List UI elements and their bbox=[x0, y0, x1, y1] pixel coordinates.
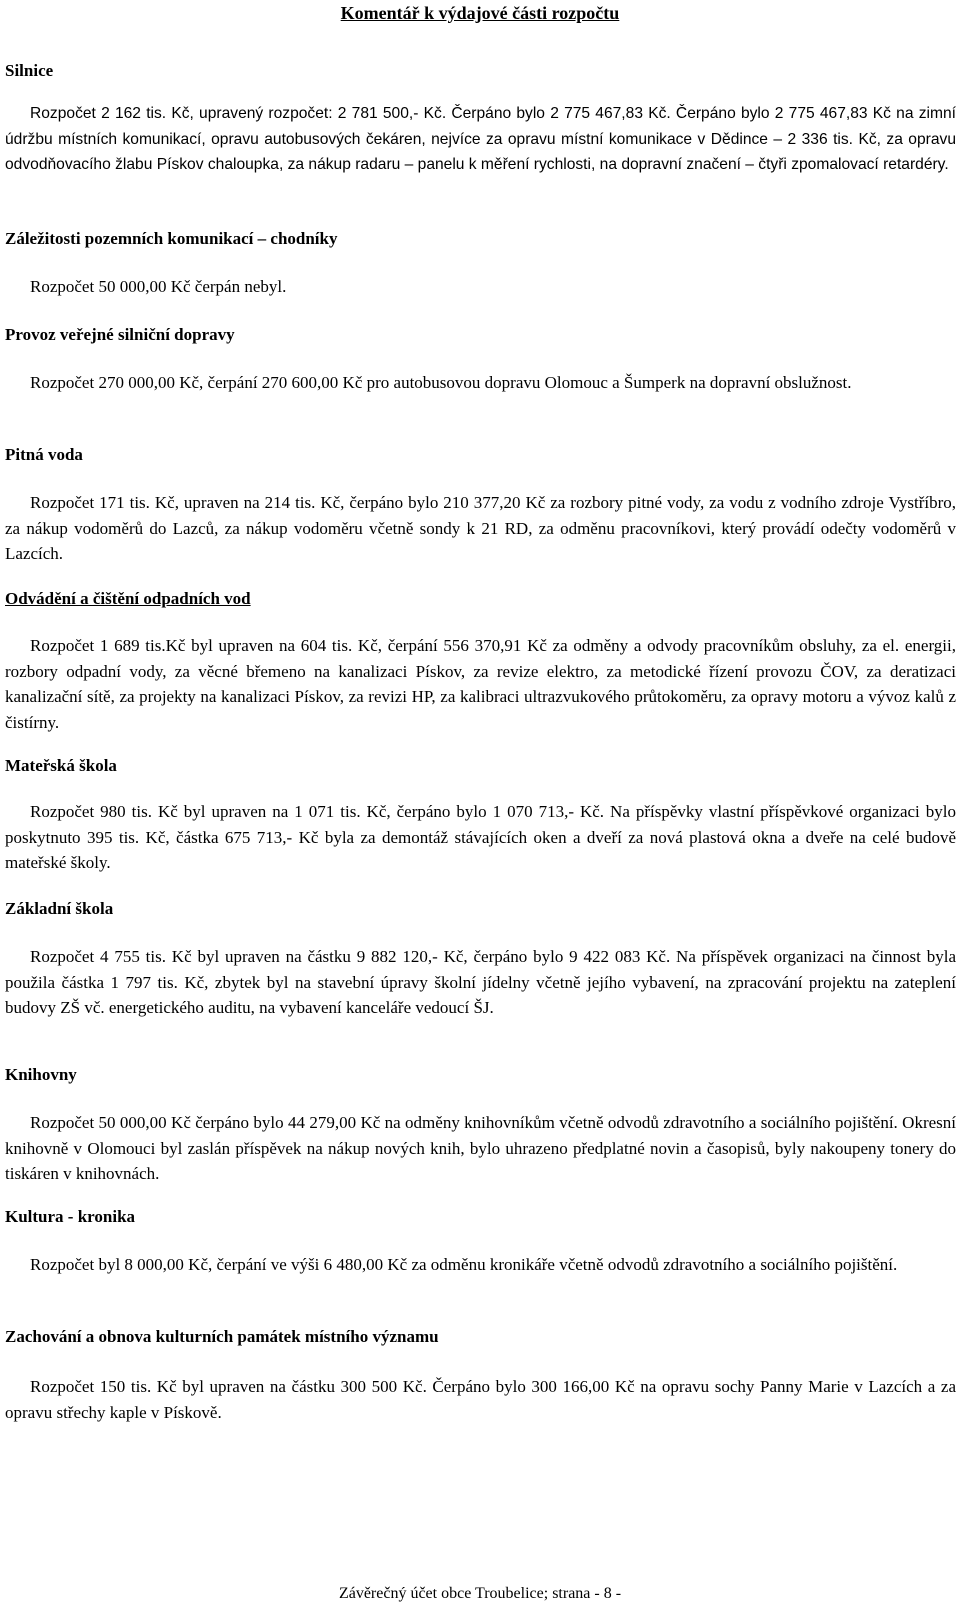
section-heading-pamatky: Zachování a obnova kulturních památek místního významu bbox=[5, 1327, 439, 1346]
section-heading-kronika: Kultura - kronika bbox=[5, 1207, 136, 1226]
page-footer: Závěrečný účet obce Troubelice; strana - 8 - bbox=[338, 1585, 622, 1602]
section-text-knihovny: Rozpočet 50 000,00 Kč čerpáno bylo 44 279,00 Kč na odměny knihovníkům včetně odvodů zdravotního a sociálního pojištění. Okresní knihovně v Olomouci byl zaslán příspěvek na nákup nových knih, bylo uhrazeno předplatné novin a časopisů, byly nakoupeny tonery do tiskáren v knihovnách. bbox=[5, 1113, 956, 1184]
section-heading-silnice: Silnice bbox=[5, 61, 54, 80]
section-text-kronika: Rozpočet byl 8 000,00 Kč, čerpání ve výši 6 480,00 Kč za odměnu kronikáře včetně odvodů zdravotního a sociálního pojištění. bbox=[30, 1255, 898, 1274]
document-title: Komentář k výdajové části rozpočtu bbox=[340, 3, 620, 23]
section-text-odpadni-vody: Rozpočet 1 689 tis.Kč byl upraven na 604 tis. Kč, čerpání 556 370,91 Kč za odměny a odvody pracovníkům obsluhy, za el. energii, rozbory odpadní vody, za věcné břemeno na kanalizaci Pískov, za revize elektro, za metodické řízení provozu ČOV, za deratizaci kanalizační sítě, za projekty na kanalizaci Pískov, za revizi HP, za kalibraci ultrazvukového průtokoměru, za opravy motoru a vývoz kalů z čistírny. bbox=[5, 636, 956, 732]
section-heading-knihovny: Knihovny bbox=[5, 1065, 77, 1084]
section-text-zakladni-skola: Rozpočet 4 755 tis. Kč byl upraven na částku 9 882 120,- Kč, čerpáno bylo 9 422 083 Kč. Na příspěvek organizaci na činnost byla použila částka 1 797 tis. Kč, zbytek byl na stavební úpravy školní jídelny včetně jejího vybavení, na zpracování projektu na zateplení budovy ZŠ vč. energetického auditu, na vybavení kanceláře vedoucí ŠJ. bbox=[5, 947, 956, 1018]
section-heading-chodniky: Záležitosti pozemních komunikací – chodníky bbox=[5, 229, 338, 248]
section-heading-pitna-voda: Pitná voda bbox=[5, 445, 83, 464]
section-heading-materska-skola: Mateřská škola bbox=[5, 756, 117, 775]
section-text-pitna-voda: Rozpočet 171 tis. Kč, upraven na 214 tis. Kč, čerpáno bylo 210 377,20 Kč za rozbory pitné vody, za vodu z vodního zdroje Vystříbro, za nákup vodoměrů do Lazců, za nákup vodoměru včetně sondy k 21 RD, za odměnu pracovníkovi, který provádí odečty vodoměrů v Lazcích. bbox=[5, 493, 956, 564]
section-text-silnice: Rozpočet 2 162 tis. Kč, upravený rozpočet: 2 781 500,- Kč. Čerpáno bylo 2 775 467,83 Kč. Čerpáno bylo 2 775 467,83 Kč na zimní údržbu místních komunikací, opravu autobusových čekáren, nejvíce za opravu místní komunikace v Dědince – 2 336 tis. Kč, za opravu odvodňovacího žlabu Pískov chaloupka, za nákup radaru – panelu k měření rychlosti, na dopravní značení – čtyři zpomalovací retardéry. bbox=[5, 105, 956, 174]
section-heading-doprava: Provoz veřejné silniční dopravy bbox=[5, 325, 235, 344]
section-text-chodniky: Rozpočet 50 000,00 Kč čerpán nebyl. bbox=[30, 277, 287, 296]
section-text-pamatky: Rozpočet 150 tis. Kč byl upraven na částku 300 500 Kč. Čerpáno bylo 300 166,00 Kč na opravu sochy Panny Marie v Lazcích a za opravu střechy kaple v Pískově. bbox=[5, 1377, 956, 1422]
section-heading-zakladni-skola: Základní škola bbox=[5, 899, 114, 918]
section-text-materska-skola: Rozpočet 980 tis. Kč byl upraven na 1 071 tis. Kč, čerpáno bylo 1 070 713,- Kč. Na příspěvky vlastní příspěvkové organizaci bylo poskytnuto 395 tis. Kč, částka 675 713,- Kč byla za demontáž stávajících oken a dveří za nová plastová okna a dveře na celé budově mateřské školy. bbox=[5, 802, 956, 873]
section-text-doprava: Rozpočet 270 000,00 Kč, čerpání 270 600,00 Kč pro autobusovou dopravu Olomouc a Šumperk na dopravní obslužnost. bbox=[30, 373, 852, 392]
section-heading-odpadni-vody: Odvádění a čištění odpadních vod bbox=[5, 589, 251, 608]
